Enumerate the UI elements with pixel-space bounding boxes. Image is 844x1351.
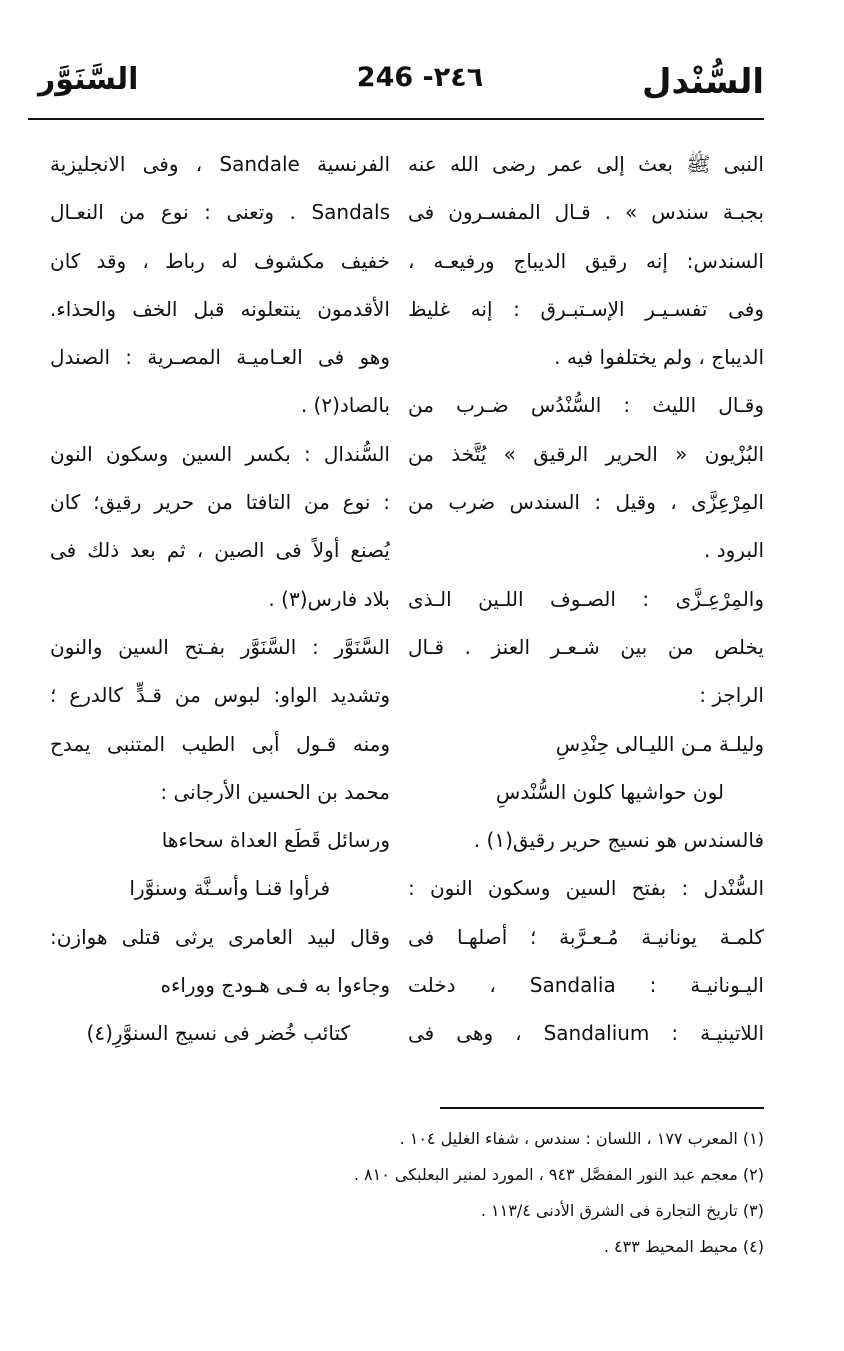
verse-line: وجاءوا به فـى هـودج ووراءه (160, 973, 390, 998)
text-line: ومنه قـول أبى الطيب المتنبى يمدح (50, 731, 390, 756)
text-line: بالصاد(٢) . (300, 393, 390, 418)
text-line: وقـال الليث : السُّنْدُس ضـرب من (408, 393, 764, 418)
footnote: (١) المعرب ١٧٧ ، اللسان : سندس ، شفاء الغليل ١٠٤ . (399, 1129, 764, 1148)
text-line: الفرنسية Sandale ، وفى الانجليزية (50, 152, 390, 176)
text-line: الأقدمون ينتعلونه قبل الخف والحذاء. (50, 296, 390, 321)
text-line: وفى تفسـيـر الإسـتبـرق : إنه غليظ (408, 296, 764, 321)
verse-line: لون حواشيها كلون السُّنْدسِ (495, 779, 724, 804)
text-line: وهو فى العـاميـة المصـرية : الصندل (50, 345, 390, 370)
footnote: (٤) محيط المحيط ٤٣٣ . (603, 1237, 764, 1256)
footnote: (٣) تاريخ التجارة فى الشرق الأدنى ١١٣/٤ . (480, 1201, 764, 1220)
verse-line: ورسائل قَطَع العداة سحاءها (161, 828, 390, 853)
text-line: يخلص من بين شـعـر العنز . قـال (408, 634, 764, 659)
verse-line: كتائب خُضر فى نسيج السنوَّرِ(٤) (86, 1021, 350, 1046)
text-line: وقال لبيد العامرى يرثى قتلى هوازن: (50, 924, 390, 949)
text-line: يُصنع أولاً فى الصين ، ثم بعد ذلك فى (50, 538, 390, 563)
text-line: محمد بن الحسين الأرجانى : (160, 779, 390, 804)
text-line: الديباج ، ولم يختلفوا فيه . (554, 345, 764, 370)
text-line: Sandals . وتعنى : نوع من النعـال (50, 200, 390, 225)
header-entry-right: السُّنْدل (641, 62, 764, 102)
header-entry-left: السَّنَوَّر (38, 62, 139, 97)
text-line: السُّنْدل : بفتح السين وسكون النون : (408, 876, 764, 901)
text-line: اللاتينيـة : Sandalium ، وهى فى (408, 1021, 764, 1046)
text-line: والمِرْعِـزَّى : الصـوف اللـين الـذى (408, 586, 764, 611)
text-line: البُزْيون « الحرير الرقيق » يُتَّخذ من (408, 441, 764, 466)
footnote: (٢) معجم عبد النور المفصَّل ٩٤٣ ، المورد لمنير البعلبكى ٨١٠ . (353, 1165, 764, 1184)
verse-line: وليلـة مـن الليـالى حِنْدِسِ (555, 731, 764, 756)
text-line: بلاد فارس(٣) . (268, 586, 390, 611)
text-line: خفيف مكشوف له رباط ، وقد كان (50, 248, 390, 273)
footnote-rule (440, 1107, 764, 1109)
text-line: كلمـة يونانيـة مُـعـرَّبة ؛ أصلهـا فى (408, 924, 764, 949)
text-line: السَّنَوَّر : السَّنَوَّر بفـتح السين والنون (50, 634, 390, 659)
text-line: الراجز : (699, 683, 764, 708)
text-line: فالسندس هو نسيج حرير رقيق(١) . (473, 828, 764, 853)
text-line: بجبـة سندس » . قـال المفسـرون فى (408, 200, 764, 225)
text-line: السندس: إنه رقيق الديباج ورفيعـه ، (408, 248, 764, 273)
text-line: وتشديد الواو: لبوس من قـدٍّ كالدرع ؛ (50, 683, 390, 708)
left-column (50, 140, 390, 1058)
verse-line: فرأوا قنـا وأسـنَّة وسنوَّرا (129, 876, 330, 901)
text-line: : نوع من التافتا من حرير رقيق؛ كان (50, 490, 390, 515)
text-line: المِرْعِزَّى ، وقيل : السندس ضرب من (408, 490, 764, 515)
page-number: 246 -٢٤٦ (356, 62, 484, 93)
text-line: البرود . (704, 538, 764, 563)
text-line: النبى ﷺ بعث إلى عمر رضى الله عنه (408, 152, 764, 176)
header-rule (28, 118, 764, 120)
right-column (408, 140, 764, 1058)
text-line: اليـونانيـة : Sandalia ، دخلت (408, 973, 764, 998)
text-line: السُّندال : بكسر السين وسكون النون (50, 441, 390, 466)
